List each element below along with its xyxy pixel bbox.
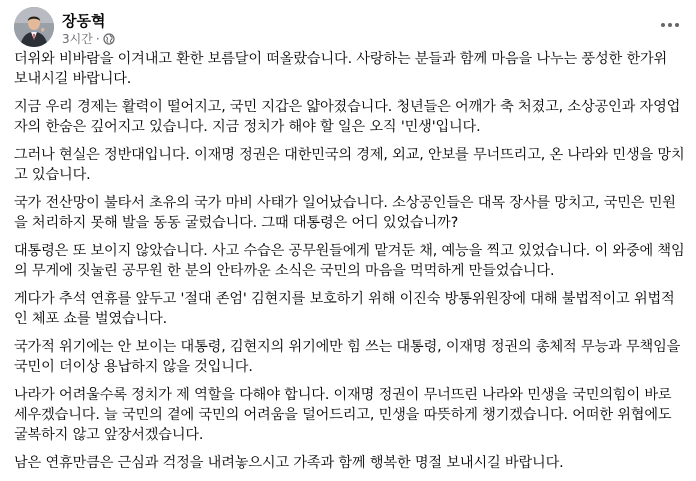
- paragraph-line: 남은 연휴만큼은 근심과 걱정을 내려놓으시고 가족과 함께 행복한 명절 보내시길 바랍니다.: [14, 455, 564, 471]
- post-paragraph: [14, 385, 686, 445]
- post-paragraph: [14, 453, 686, 473]
- paragraph-line: 게다가 추석 연휴를 앞두고 '절대 존엄' 김현지를 보호하기 위해 이진숙 방통위원장에 대해 불법적이고 위법적: [14, 291, 675, 307]
- post-paragraph: [14, 145, 686, 185]
- globe-icon: [103, 33, 115, 45]
- post-paragraph: [14, 49, 686, 89]
- post-paragraph: [14, 97, 686, 137]
- paragraph-line: 보내시길 바랍니다.: [14, 71, 132, 87]
- paragraph-line: 고 있습니다.: [14, 167, 91, 183]
- post-body: [14, 49, 686, 481]
- paragraph-line: 굴복하지 않고 앞장서겠습니다.: [14, 427, 204, 443]
- avatar[interactable]: [14, 7, 54, 47]
- paragraph-line: 나라가 어려울수록 정치가 제 역할을 다해야 합니다. 이재명 정권이 무너뜨린 나라와 민생을 국민의힘이 바로: [14, 387, 672, 403]
- paragraph-line: 국민이 더이상 용납하지 않을 것입니다.: [14, 359, 253, 375]
- paragraph-line: 인 체포 쇼를 벌였습니다.: [14, 311, 167, 327]
- paragraph-line: 대통령은 또 보이지 않았습니다. 사고 수습은 공무원들에게 맡겨둔 채, 예능을 찍고 있었습니다. 이 와중에 책임: [14, 243, 685, 259]
- paragraph-line: 세우겠습니다. 늘 국민의 곁에 국민의 어려움을 덜어드리고, 민생을 따뜻하게 챙기겠습니다. 어떠한 위협에도: [14, 407, 672, 423]
- paragraph-line: 자의 한숨은 깊어지고 있습니다. 지금 정치가 해야 할 일은 오직 '민생'입니다.: [14, 119, 481, 135]
- post-paragraph: [14, 289, 686, 329]
- more-options-icon[interactable]: [656, 11, 684, 39]
- post-meta: [62, 30, 115, 47]
- separator-dot: ·: [95, 31, 100, 46]
- post-paragraph: [14, 337, 686, 377]
- paragraph-line: 그러나 현실은 정반대입니다. 이재명 정권은 대한민국의 경제, 외교, 안보를 무너뜨리고, 온 나라와 민생을 망치: [14, 147, 685, 163]
- post-paragraph: [14, 241, 686, 281]
- paragraph-line: 을 처리하지 못해 발을 동동 굴렀습니다. 그때 대통령은 어디 있었습니까?: [14, 215, 459, 231]
- paragraph-line: 국가 전산망이 불타서 초유의 국가 마비 사태가 일어났습니다. 소상공인들은 대목 장사를 망치고, 국민은 민원: [14, 195, 676, 211]
- post-timestamp[interactable]: 3시간: [62, 32, 93, 46]
- paragraph-line: 지금 우리 경제는 활력이 떨어지고, 국민 지갑은 얇아졌습니다. 청년들은 어깨가 축 처졌고, 소상공인과 자영업: [14, 99, 681, 115]
- paragraph-line: 더위와 비바람을 이겨내고 환한 보름달이 떠올랐습니다. 사랑하는 분들과 함께 마음을 나누는 풍성한 한가위: [14, 51, 668, 67]
- paragraph-line: 국가적 위기에는 안 보이는 대통령, 김현지의 위기에만 힘 쓰는 대통령, 이재명 정권의 총체적 무능과 무책임을: [14, 339, 681, 355]
- author-name[interactable]: 장동혁: [62, 12, 106, 30]
- paragraph-line: 의 무게에 짓눌린 공무원 한 분의 안타까운 소식은 국민의 마음을 먹먹하게 만들었습니다.: [14, 263, 555, 279]
- post-header: [14, 7, 684, 47]
- post-paragraph: [14, 193, 686, 233]
